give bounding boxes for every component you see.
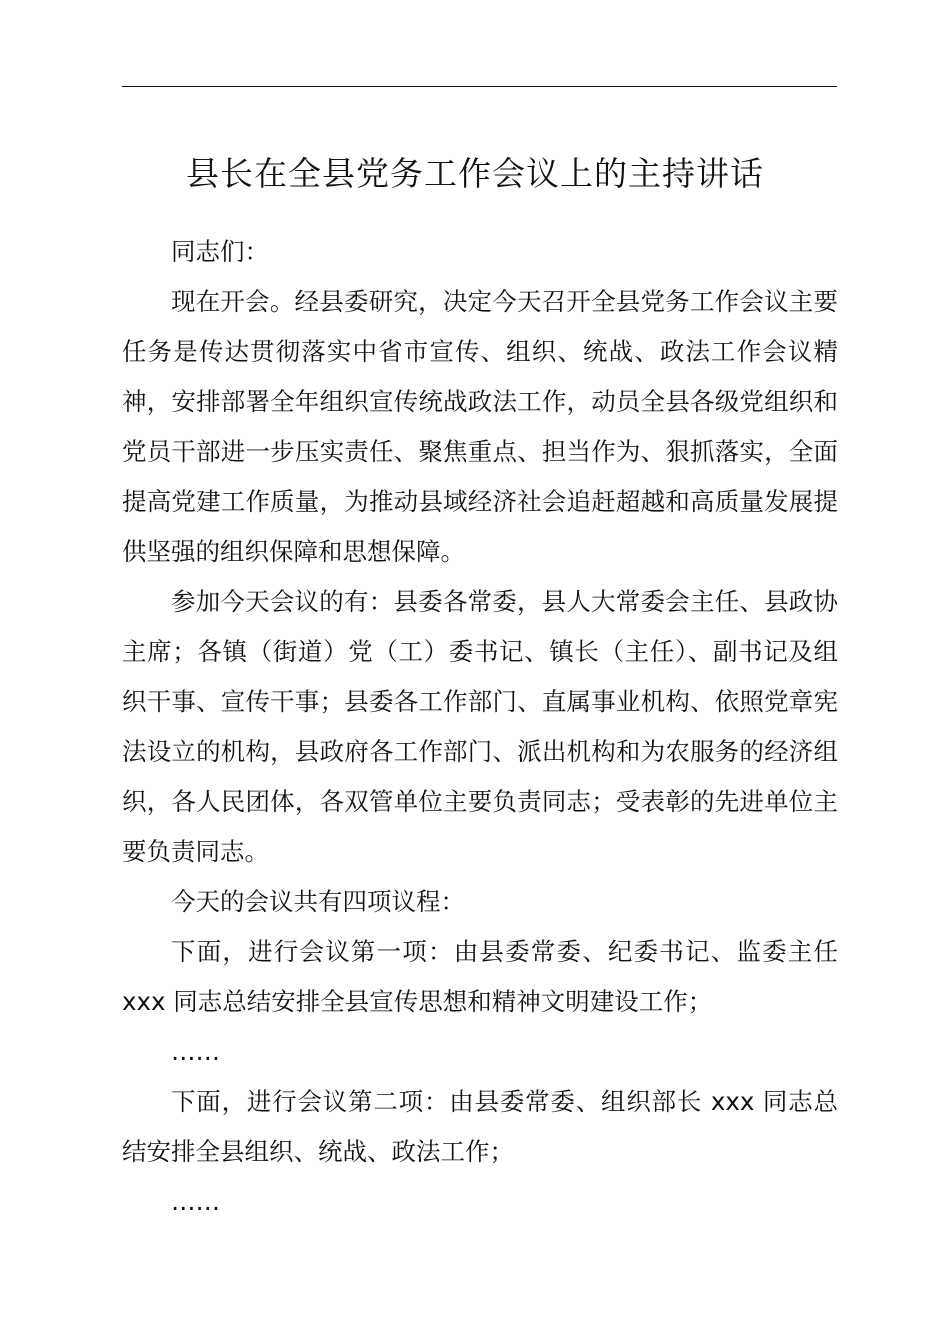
ellipsis: …… — [171, 1187, 220, 1216]
salutation: 同志们： — [171, 237, 269, 266]
document-title: 县长在全县党务工作会议上的主持讲话 — [186, 154, 764, 193]
header-rule — [122, 86, 837, 87]
opening-paragraph: 现在开会。经县委研究，决定今天召开全县党务工作会议主要任务是传达贯彻落实中省市宣传、组织、统战、政法工作会议精神，安排部署全年组织宣传统战政法工作，动员全县各级党组织和党员干部进一步压实责任、聚焦重点、担当作为、狠抓落实，全面提高党建工作质量，为推动县域经济社会追赶超越和高质量发展提供坚强的组织保障和思想保障。 — [122, 287, 838, 566]
document-body — [122, 227, 838, 1227]
agenda-intro: 今天的会议共有四项议程： — [171, 887, 465, 916]
agenda-item-1: 下面，进行会议第一项：由县委常委、纪委书记、监委主任 xxx 同志总结安排全县宣传思想和精神文明建设工作； — [122, 937, 838, 1016]
attendees-paragraph: 参加今天会议的有：县委各常委，县人大常委会主任、县政协主席；各镇（街道）党（工）委书记、镇长（主任）、副书记及组织干事、宣传干事；县委各工作部门、直属事业机构、依照党章宪法设立的机构，县政府各工作部门、派出机构和为农服务的经济组织，各人民团体，各双管单位主要负责同志；受表彰的先进单位主要负责同志。 — [122, 587, 838, 866]
agenda-item-2: 下面，进行会议第二项：由县委常委、组织部长 xxx 同志总结安排全县组织、统战、政法工作； — [122, 1087, 838, 1166]
ellipsis: …… — [171, 1037, 220, 1066]
